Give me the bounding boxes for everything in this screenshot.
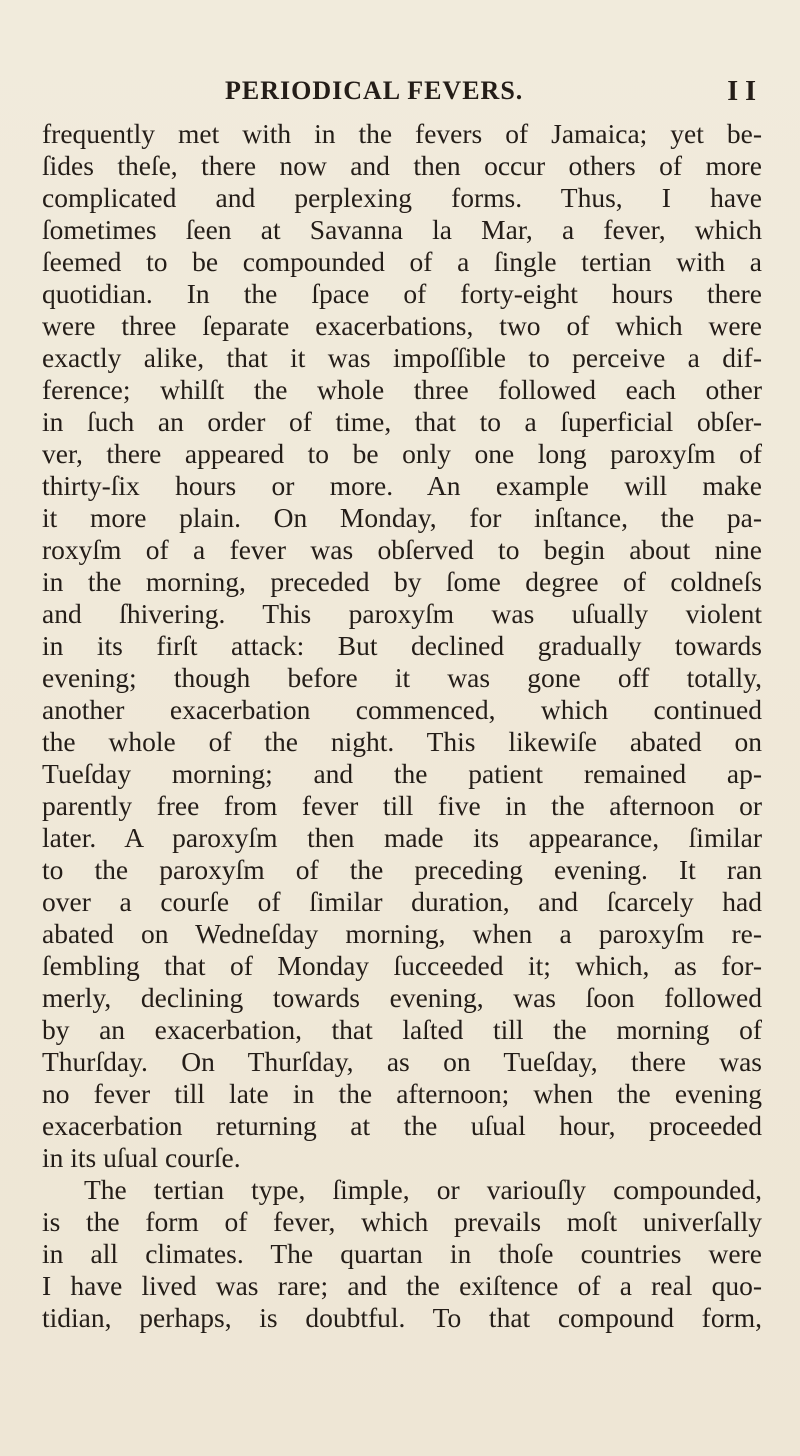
text-line: over a courſe of ſimilar duration, and ſcarcely had xyxy=(42,886,762,917)
text-line: were three ſeparate exacerbations, two of which were xyxy=(42,310,762,341)
text-line: exactly alike, that it was impoſſible to perceive a dif- xyxy=(42,342,762,373)
text-line: roxyſm of a fever was obſerved to begin about nine xyxy=(42,534,762,565)
page-number: I I xyxy=(727,76,756,107)
running-head xyxy=(30,76,778,106)
text-line: later. A paroxyſm then made its appearance, ſimilar xyxy=(42,822,762,853)
text-line: in ſuch an order of time, that to a ſuperficial obſer- xyxy=(42,406,762,437)
text-line: complicated and perplexing forms. Thus, I have xyxy=(42,182,762,213)
text-line: by an exacerbation, that laſted till the morning of xyxy=(42,1014,762,1045)
paragraph-2 xyxy=(42,1174,762,1334)
text-line: ſembling that of Monday ſucceeded it; which, as for- xyxy=(42,950,762,981)
text-line: tidian, perhaps, is doubtful. To that compound form, xyxy=(42,1302,762,1333)
text-line: The tertian type, ſimple, or variouſly compounded, xyxy=(84,1174,762,1205)
text-line: another exacerbation commenced, which continued xyxy=(42,694,762,725)
text-line: ſeemed to be compounded of a ſingle tertian with a xyxy=(42,246,762,277)
text-line: is the form of fever, which prevails moſt univerſally xyxy=(42,1206,762,1237)
text-line: Tueſday morning; and the patient remained ap- xyxy=(42,758,762,789)
text-line: quotidian. In the ſpace of forty-eight hours there xyxy=(42,278,762,309)
text-line: in its uſual courſe. xyxy=(42,1142,241,1173)
text-line: in its firſt attack: But declined gradually towards xyxy=(42,630,762,661)
text-line: evening; though before it was gone off totally, xyxy=(42,662,762,693)
text-line: merly, declining towards evening, was ſoon followed xyxy=(42,982,762,1013)
text-line: it more plain. On Monday, for inſtance, the pa- xyxy=(42,502,762,533)
text-line: exacerbation returning at the uſual hour, proceeded xyxy=(42,1110,762,1141)
text-line: to the paroxyſm of the preceding evening. It ran xyxy=(42,854,762,885)
body-text xyxy=(42,118,762,1334)
text-line: I have lived was rare; and the exiſtence of a real quo- xyxy=(42,1270,762,1301)
text-line: thirty-ſix hours or more. An example will make xyxy=(42,470,762,501)
text-line: ſides theſe, there now and then occur others of more xyxy=(42,150,762,181)
text-line: ver, there appeared to be only one long paroxyſm of xyxy=(42,438,762,469)
text-line: frequently met with in the fevers of Jamaica; yet be- xyxy=(42,118,762,149)
text-line: parently free from fever till five in the afternoon or xyxy=(42,790,762,821)
text-line: abated on Wedneſday morning, when a paroxyſm re- xyxy=(42,918,762,949)
text-line: in the morning, preceded by ſome degree of coldneſs xyxy=(42,566,762,597)
text-line: the whole of the night. This likewiſe abated on xyxy=(42,726,762,757)
text-line: in all climates. The quartan in thoſe countries were xyxy=(42,1238,762,1269)
running-head-title: PERIODICAL FEVERS. xyxy=(225,76,524,105)
text-line: and ſhivering. This paroxyſm was uſually violent xyxy=(42,598,762,629)
paragraph-1 xyxy=(42,118,762,1174)
text-line: no fever till late in the afternoon; when the evening xyxy=(42,1078,762,1109)
text-line: Thurſday. On Thurſday, as on Tueſday, there was xyxy=(42,1046,762,1077)
text-line: ference; whilſt the whole three followed each other xyxy=(42,374,762,405)
text-line: ſometimes ſeen at Savanna la Mar, a fever, which xyxy=(42,214,762,245)
